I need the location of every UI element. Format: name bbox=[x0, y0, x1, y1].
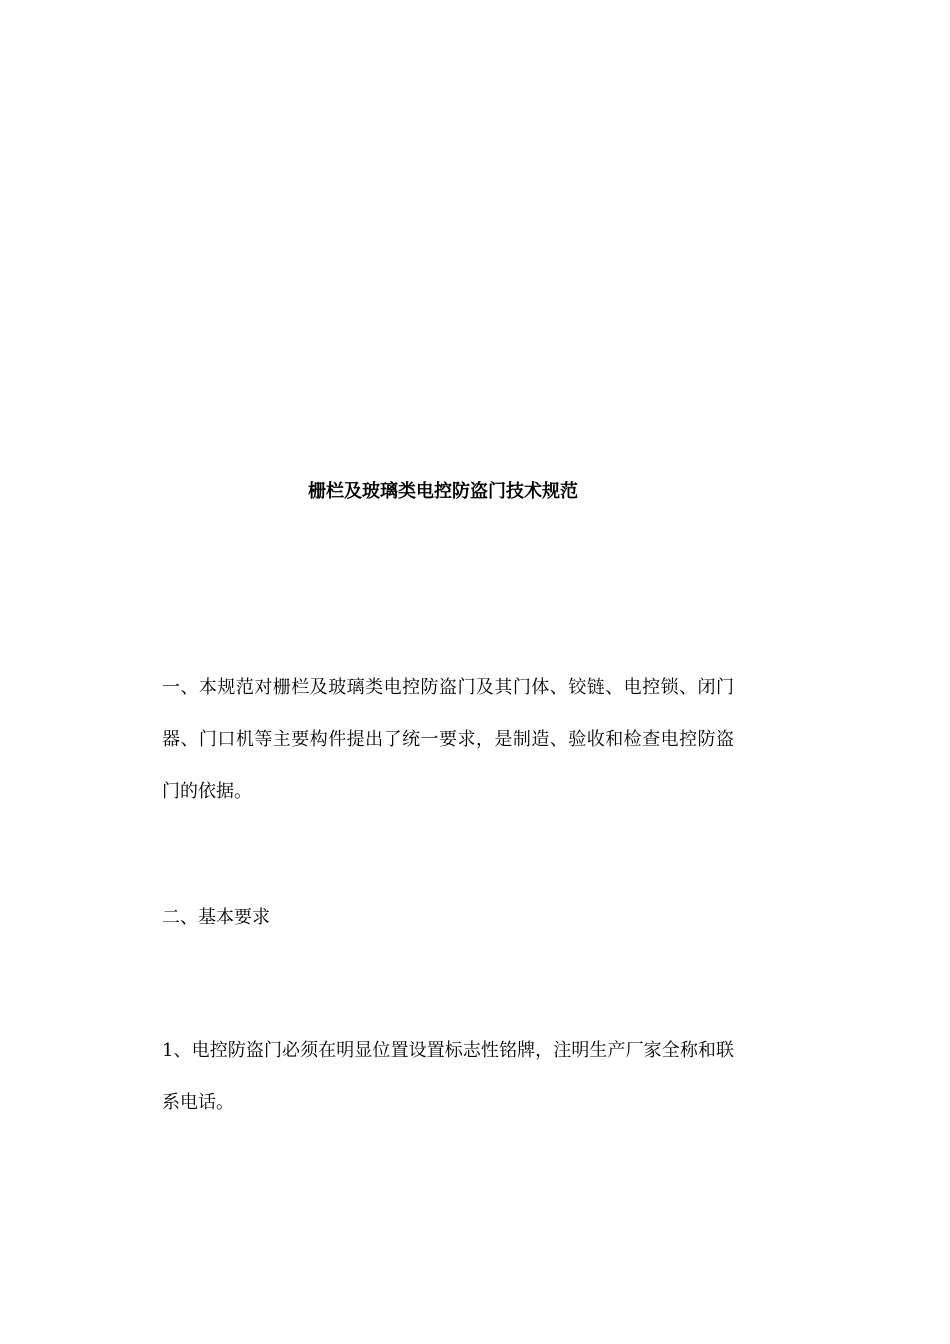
document-title: 栅栏及玻璃类电控防盗门技术规范 bbox=[308, 481, 578, 502]
paragraph-requirement-1: 1、电控防盗门必须在明显位置设置标志性铭牌，注明生产厂家全称和联系电话。 bbox=[162, 1040, 734, 1113]
paragraph-scope: 一、本规范对栅栏及玻璃类电控防盗门及其门体、铰链、电控锁、闭门器、门口机等主要构件提出了统一要求，是制造、验收和检查电控防盗门的依据。 bbox=[162, 677, 734, 802]
section-heading-basic-requirements: 二、基本要求 bbox=[162, 907, 270, 928]
